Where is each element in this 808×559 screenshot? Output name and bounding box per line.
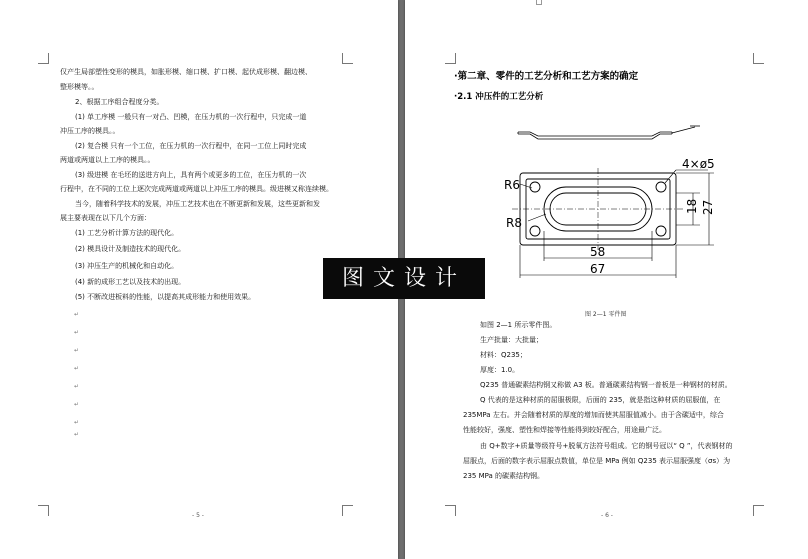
body-line: 由 Q+数字+质量等级符号+脱氧方法符号组成。它的钢号冠以“ Q ”，代表钢材的 <box>480 442 733 450</box>
center-lines <box>512 168 684 250</box>
top-marker <box>536 0 542 5</box>
body-line: 235 MPa 的碳素结构钢。 <box>463 472 545 480</box>
body-line: 展主要表现在以下几个方面： <box>60 214 151 222</box>
side-view <box>518 126 700 139</box>
body-line: (3) 冲压生产的机械化和自动化。 <box>75 262 179 270</box>
r6-label: R6 <box>504 178 520 192</box>
leaders <box>520 170 714 278</box>
paragraph-mark: ↵ <box>74 419 80 426</box>
crop-mark <box>753 53 764 64</box>
paragraph-mark: ↵ <box>74 365 80 372</box>
dim-58-label: 58 <box>590 245 606 259</box>
figure-caption: 图 2—1 零件图 <box>585 311 627 318</box>
body-line: (4) 新的成形工艺以及技术的出现。 <box>75 278 186 286</box>
page-number: - 6 - <box>601 512 613 519</box>
body-line: 当今，随着科学技术的发展，冲压工艺技术也在不断更新和发展，这些更新和发 <box>75 200 320 208</box>
part-drawing <box>500 118 730 318</box>
body-line: (1) 单工序模 一般只有一对凸、凹模，在压力机的一次行程中，只完成一道 <box>75 113 307 121</box>
body-line: 235MPa 左右。并会随着材质的厚度的增加而使其屈服值减小。由于含碳适中，综合 <box>463 411 724 419</box>
page-number: - 5 - <box>192 512 204 519</box>
body-line: 两道或两道以上工序的模具。。 <box>60 156 155 164</box>
crop-mark <box>753 505 764 516</box>
paragraph-mark: ↵ <box>74 383 80 390</box>
r8-label: R8 <box>506 216 522 230</box>
dim-27-label: 27 <box>701 199 715 215</box>
body-line: 冲压工序的模具。。 <box>60 127 120 135</box>
paragraph-mark: ↵ <box>74 401 80 408</box>
body-line: 材料：Q235； <box>480 351 527 359</box>
body-line: Q235 普通碳素结构钢又称做 A3 板。普通碳素结构钢一普板是一种钢材的材质。 <box>480 381 732 389</box>
body-line: 生产批量：大批量； <box>480 336 543 344</box>
body-line: (1) 工艺分析计算方法的现代化。 <box>75 229 179 237</box>
crop-mark <box>38 53 49 64</box>
body-line: 如图 2—1 所示零件图。 <box>480 321 557 329</box>
dim-67-label: 67 <box>590 262 606 276</box>
body-line: 性能较好，强度、塑性和焊接等性能得到较好配合，用途最广泛。 <box>463 426 666 434</box>
body-line: 厚度：1.0。 <box>480 366 520 374</box>
dim-18-label: 18 <box>685 198 699 214</box>
body-line: (2) 模具设计及制造技术的现代化。 <box>75 245 186 253</box>
body-line: (3) 级进模 在毛坯的送进方向上，具有两个或更多的工位，在压力机的一次 <box>75 171 307 179</box>
body-line: (5) 不断改进板料的性能，以提高其成形能力和使用效果。 <box>75 293 256 301</box>
crop-mark <box>38 505 49 516</box>
body-line: 整形模等。。 <box>60 83 99 91</box>
body-line: 仅产生局部塑性变形的模具，如胀形模、缩口模、扩口模、起伏成形模、翻边模、 <box>60 68 312 76</box>
watermark-banner: 图文设计 <box>323 258 485 299</box>
body-line: (2) 复合模 只有一个工位，在压力机的一次行程中，在同一工位上同时完成 <box>75 142 307 150</box>
body-line: Q 代表的是这种材质的屈服极限，后面的 235，就是指这种材质的屈服值，在 <box>480 396 721 404</box>
crop-mark <box>445 53 456 64</box>
paragraph-mark: ↵ <box>74 311 80 318</box>
section-title: ·2.1 冲压件的工艺分析 <box>454 92 544 102</box>
body-line: 行程中，在不同的工位上逐次完成两道或两道以上冲压工序的模具。级进模又称连续模。 <box>60 185 333 193</box>
paragraph-mark: ↵ <box>74 431 80 438</box>
holes-label: 4×ø5 <box>682 157 715 171</box>
crop-mark <box>445 505 456 516</box>
paragraph-mark: ↵ <box>74 347 80 354</box>
paragraph-mark: ↵ <box>74 329 80 336</box>
crop-mark <box>342 53 353 64</box>
chapter-title: ·第二章、零件的工艺分析和工艺方案的确定 <box>454 71 639 82</box>
crop-mark <box>342 505 353 516</box>
body-line: 屈服点，后面的数字表示屈服点数值，单位是 MPa 例如 Q235 表示屈服强度（σs）为 <box>463 457 731 465</box>
body-line: 2、根据工序组合程度分类。 <box>75 98 164 106</box>
